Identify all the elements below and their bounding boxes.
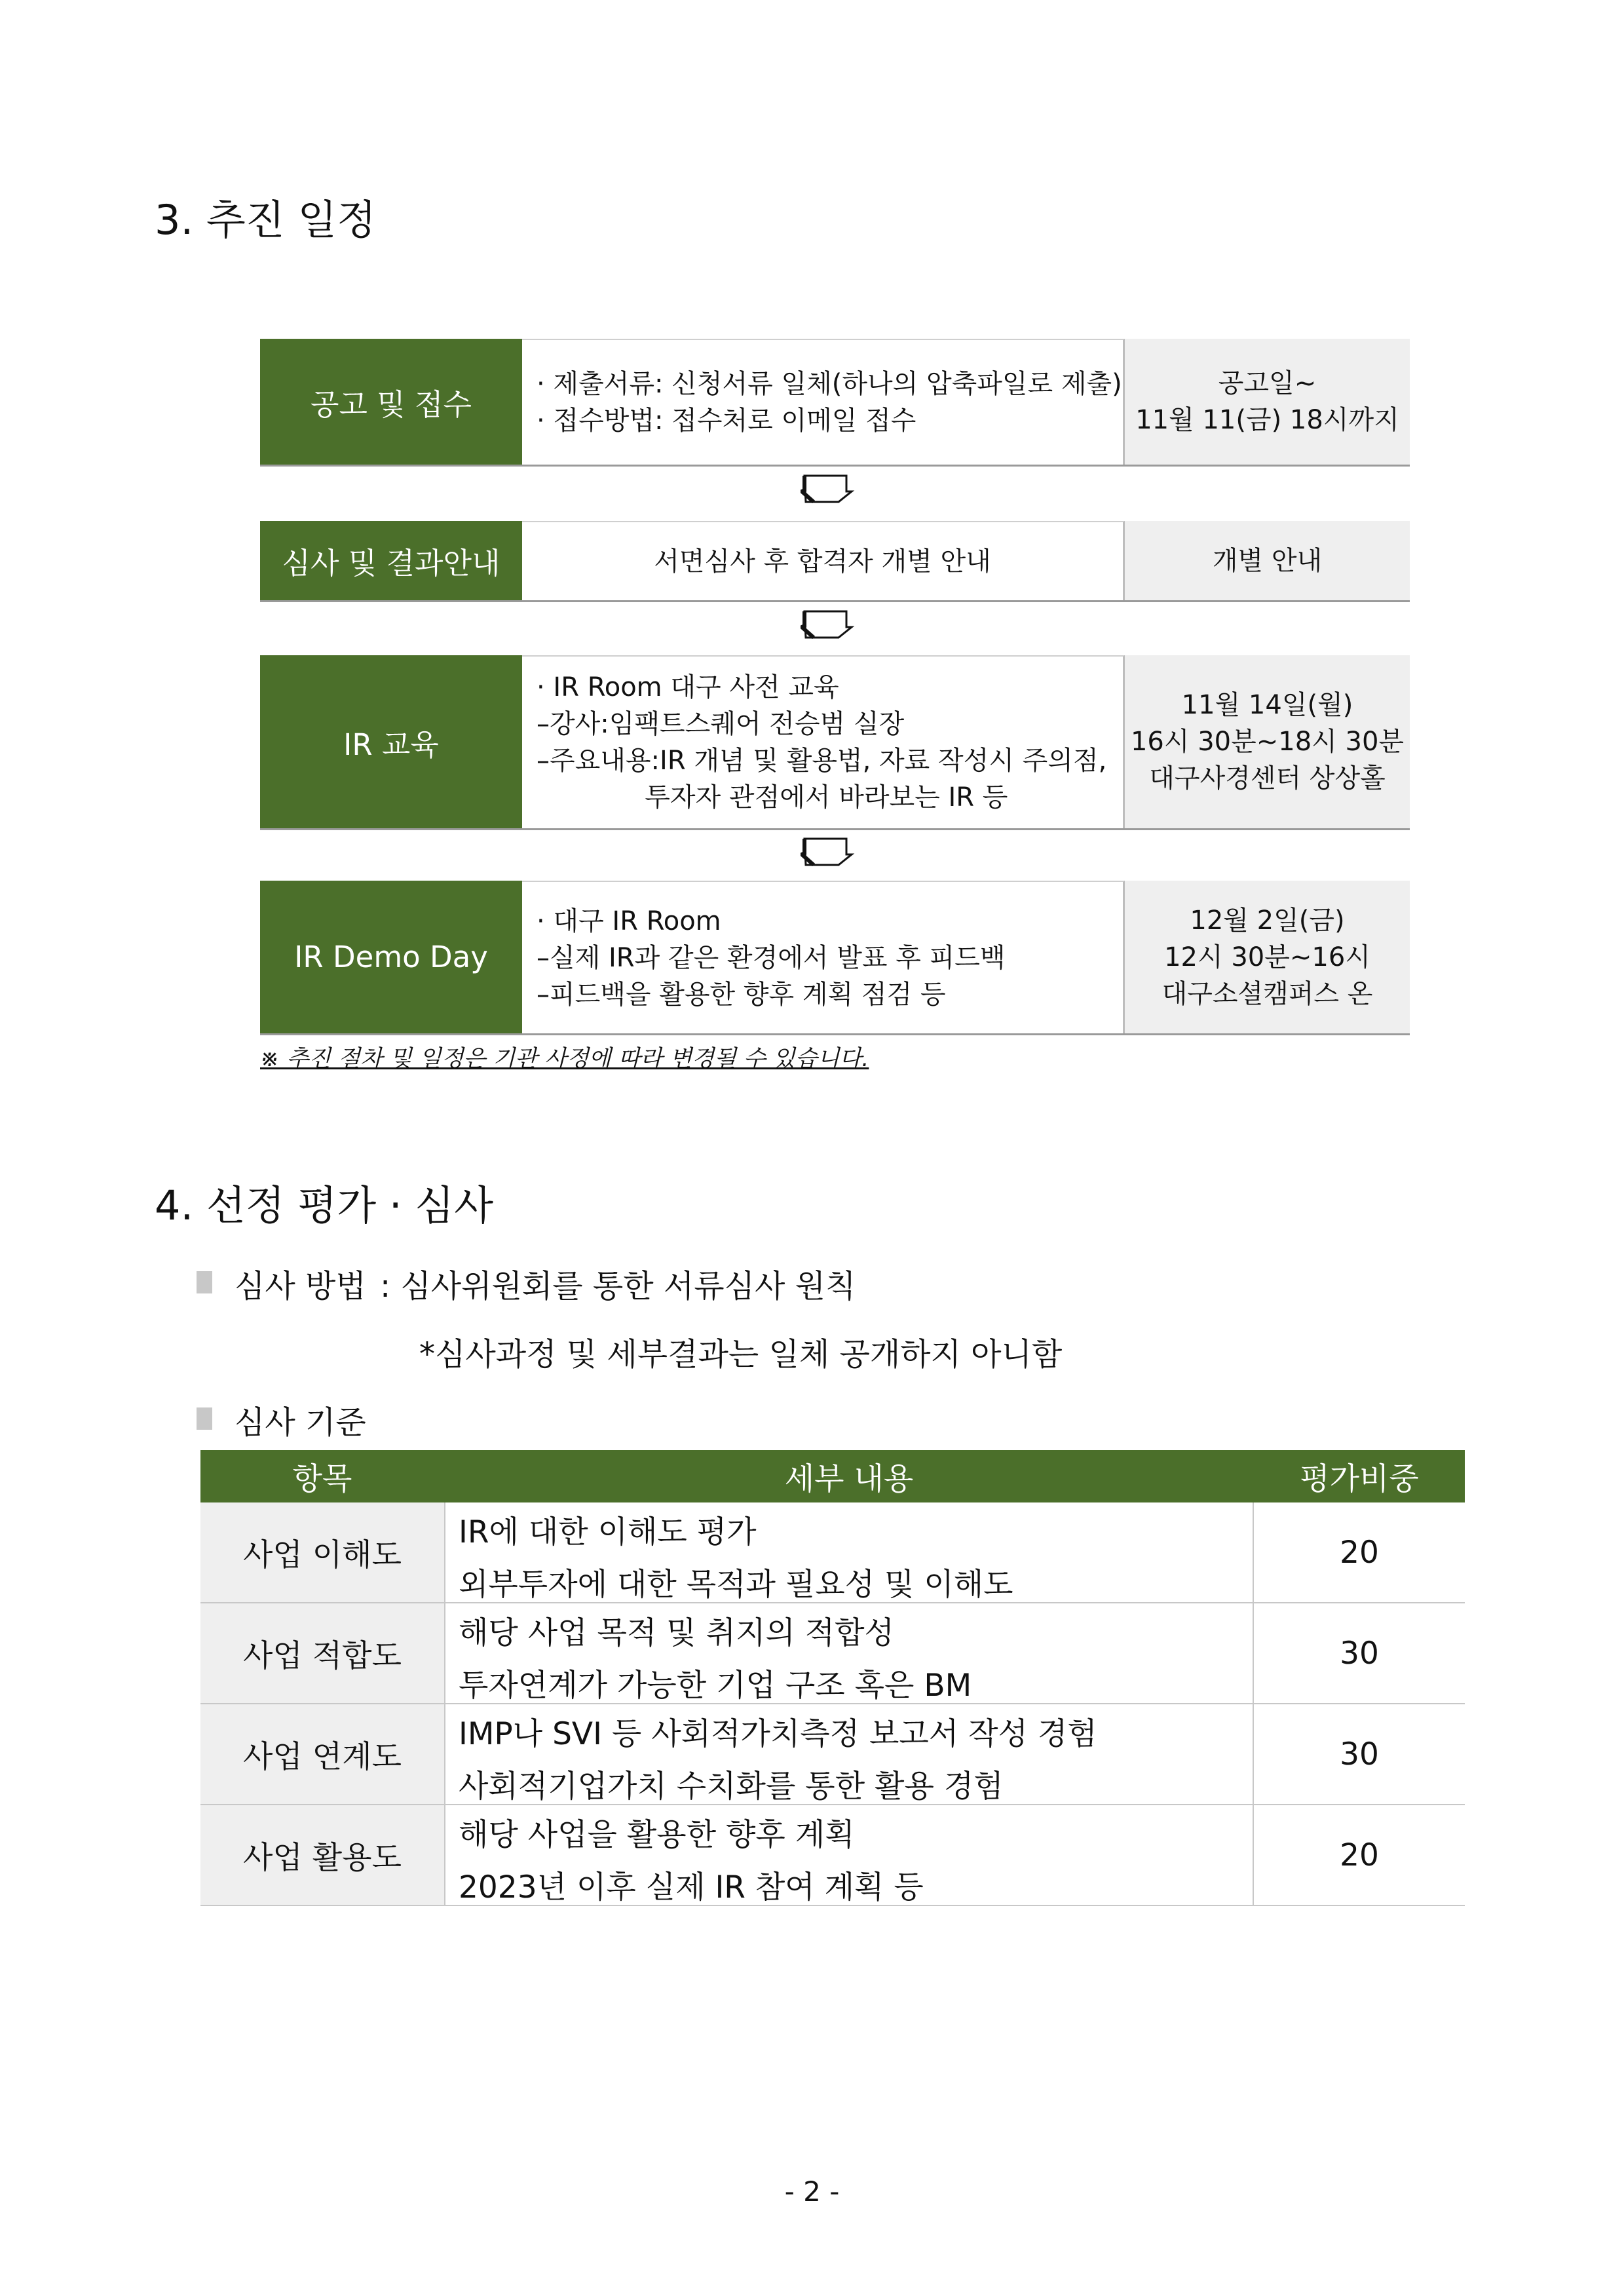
criteria-table xyxy=(200,1450,1465,1906)
row-item: 사업 이해도 xyxy=(200,1502,445,1602)
table-row xyxy=(200,1704,1465,1805)
detail-line: · 제출서류: 신청서류 일체(하나의 압축파일로 제출) xyxy=(537,369,1122,399)
when-line: 12시 30분~16시 xyxy=(1164,942,1370,972)
row-details xyxy=(444,1704,1254,1804)
method-note: *심사과정 및 세부결과는 일체 공개하지 아니함 xyxy=(419,1336,1063,1373)
down-arrow-icon xyxy=(801,836,856,866)
detail-line: –실제 IR과 같은 환경에서 발표 후 피드백 xyxy=(537,942,1006,973)
method-label: 심사 방법 xyxy=(235,1268,366,1305)
schedule-note: ※ 추진 절차 및 일정은 기관 사정에 따라 변경될 수 있습니다. xyxy=(260,1046,869,1072)
down-arrow-icon xyxy=(801,473,856,503)
row-detail-line: 사회적기업가치 수치화를 통한 활용 경험 xyxy=(459,1769,1004,1805)
row-detail-line: IMP나 SVI 등 사회적가치측정 보고서 작성 경험 xyxy=(459,1716,1097,1752)
row-details xyxy=(444,1805,1254,1905)
section-4-title: 4. 선정 평가 · 심사 xyxy=(155,1181,494,1229)
row-details xyxy=(444,1603,1254,1703)
header-weight: 평가비중 xyxy=(1300,1461,1419,1497)
schedule-step-details xyxy=(522,521,1125,600)
schedule-step-when xyxy=(1125,339,1410,465)
row-detail-line: 해당 사업 목적 및 취지의 적합성 xyxy=(459,1615,894,1651)
row-detail-line: 외부투자에 대한 목적과 필요성 및 이해도 xyxy=(459,1567,1013,1603)
when-line: 16시 30분~18시 30분 xyxy=(1130,727,1405,757)
when-line: 공고일~ xyxy=(1218,368,1317,398)
page-number: - 2 - xyxy=(784,2175,840,2208)
row-weight: 30 xyxy=(1340,1635,1379,1672)
detail-line: –강사:임팩트스퀘어 전승범 실장 xyxy=(537,709,905,739)
method-text: : 심사위원회를 통한 서류심사 원칙 xyxy=(380,1268,856,1305)
section-3-title: 3. 추진 일정 xyxy=(155,196,377,244)
row-details xyxy=(444,1502,1254,1602)
table-row xyxy=(200,1603,1465,1704)
schedule-step-2 xyxy=(260,521,1410,602)
schedule-step-3 xyxy=(260,655,1410,830)
detail-line: –피드백을 활용한 향후 계획 점검 등 xyxy=(537,979,946,1010)
row-item: 사업 적합도 xyxy=(200,1603,445,1703)
row-weight: 20 xyxy=(1340,1534,1379,1571)
schedule-step-details xyxy=(522,881,1125,1033)
schedule-step-4 xyxy=(260,881,1410,1035)
schedule-step-1 xyxy=(260,339,1410,467)
detail-line: 서면심사 후 합격자 개별 안내 xyxy=(654,546,991,577)
row-detail-line: 해당 사업을 활용한 향후 계획 xyxy=(459,1817,855,1853)
header-details: 세부 내용 xyxy=(784,1461,914,1497)
when-line: 개별 안내 xyxy=(1212,545,1323,576)
row-detail-line: 투자연계가 가능한 기업 구조 혹은 BM xyxy=(459,1668,972,1704)
when-line: 대구소셜캠퍼스 온 xyxy=(1161,978,1373,1009)
schedule-step-details xyxy=(522,339,1125,465)
table-row xyxy=(200,1805,1465,1906)
row-weight: 30 xyxy=(1340,1736,1379,1772)
criteria-label: 심사 기준 xyxy=(235,1404,366,1441)
row-detail-line: 2023년 이후 실제 IR 참여 계획 등 xyxy=(459,1869,924,1905)
row-item: 사업 연계도 xyxy=(200,1704,445,1804)
schedule-step-label: IR 교육 xyxy=(260,655,522,828)
detail-line: · 대구 IR Room xyxy=(537,906,721,936)
header-item: 항목 xyxy=(292,1461,352,1497)
schedule-step-label: 심사 및 결과안내 xyxy=(260,521,522,600)
detail-line: · 접수방법: 접수처로 이메일 접수 xyxy=(537,406,916,436)
schedule-step-details xyxy=(522,655,1125,828)
when-line: 11월 11(금) 18시까지 xyxy=(1135,405,1399,435)
row-item: 사업 활용도 xyxy=(200,1805,445,1905)
when-line: 대구사경센터 상상홀 xyxy=(1149,763,1386,794)
detail-line: · IR Room 대구 사전 교육 xyxy=(537,672,839,702)
square-bullet-icon xyxy=(197,1407,212,1430)
table-header xyxy=(200,1450,1465,1502)
row-detail-line: IR에 대한 이해도 평가 xyxy=(459,1514,757,1550)
when-line: 12월 2일(금) xyxy=(1190,905,1345,936)
square-bullet-icon xyxy=(197,1271,212,1293)
when-line: 11월 14일(월) xyxy=(1181,690,1353,720)
detail-line: –주요내용:IR 개념 및 활용법, 자료 작성시 주의점, xyxy=(537,746,1107,776)
table-row xyxy=(200,1502,1465,1603)
row-weight: 20 xyxy=(1340,1837,1379,1873)
schedule-step-when xyxy=(1125,655,1410,828)
schedule-step-when xyxy=(1125,881,1410,1033)
down-arrow-icon xyxy=(801,609,856,639)
schedule-step-label: 공고 및 접수 xyxy=(260,339,522,465)
schedule-step-label: IR Demo Day xyxy=(260,881,522,1033)
schedule-step-when xyxy=(1125,521,1410,600)
detail-line: 투자자 관점에서 바라보는 IR 등 xyxy=(537,782,1008,813)
